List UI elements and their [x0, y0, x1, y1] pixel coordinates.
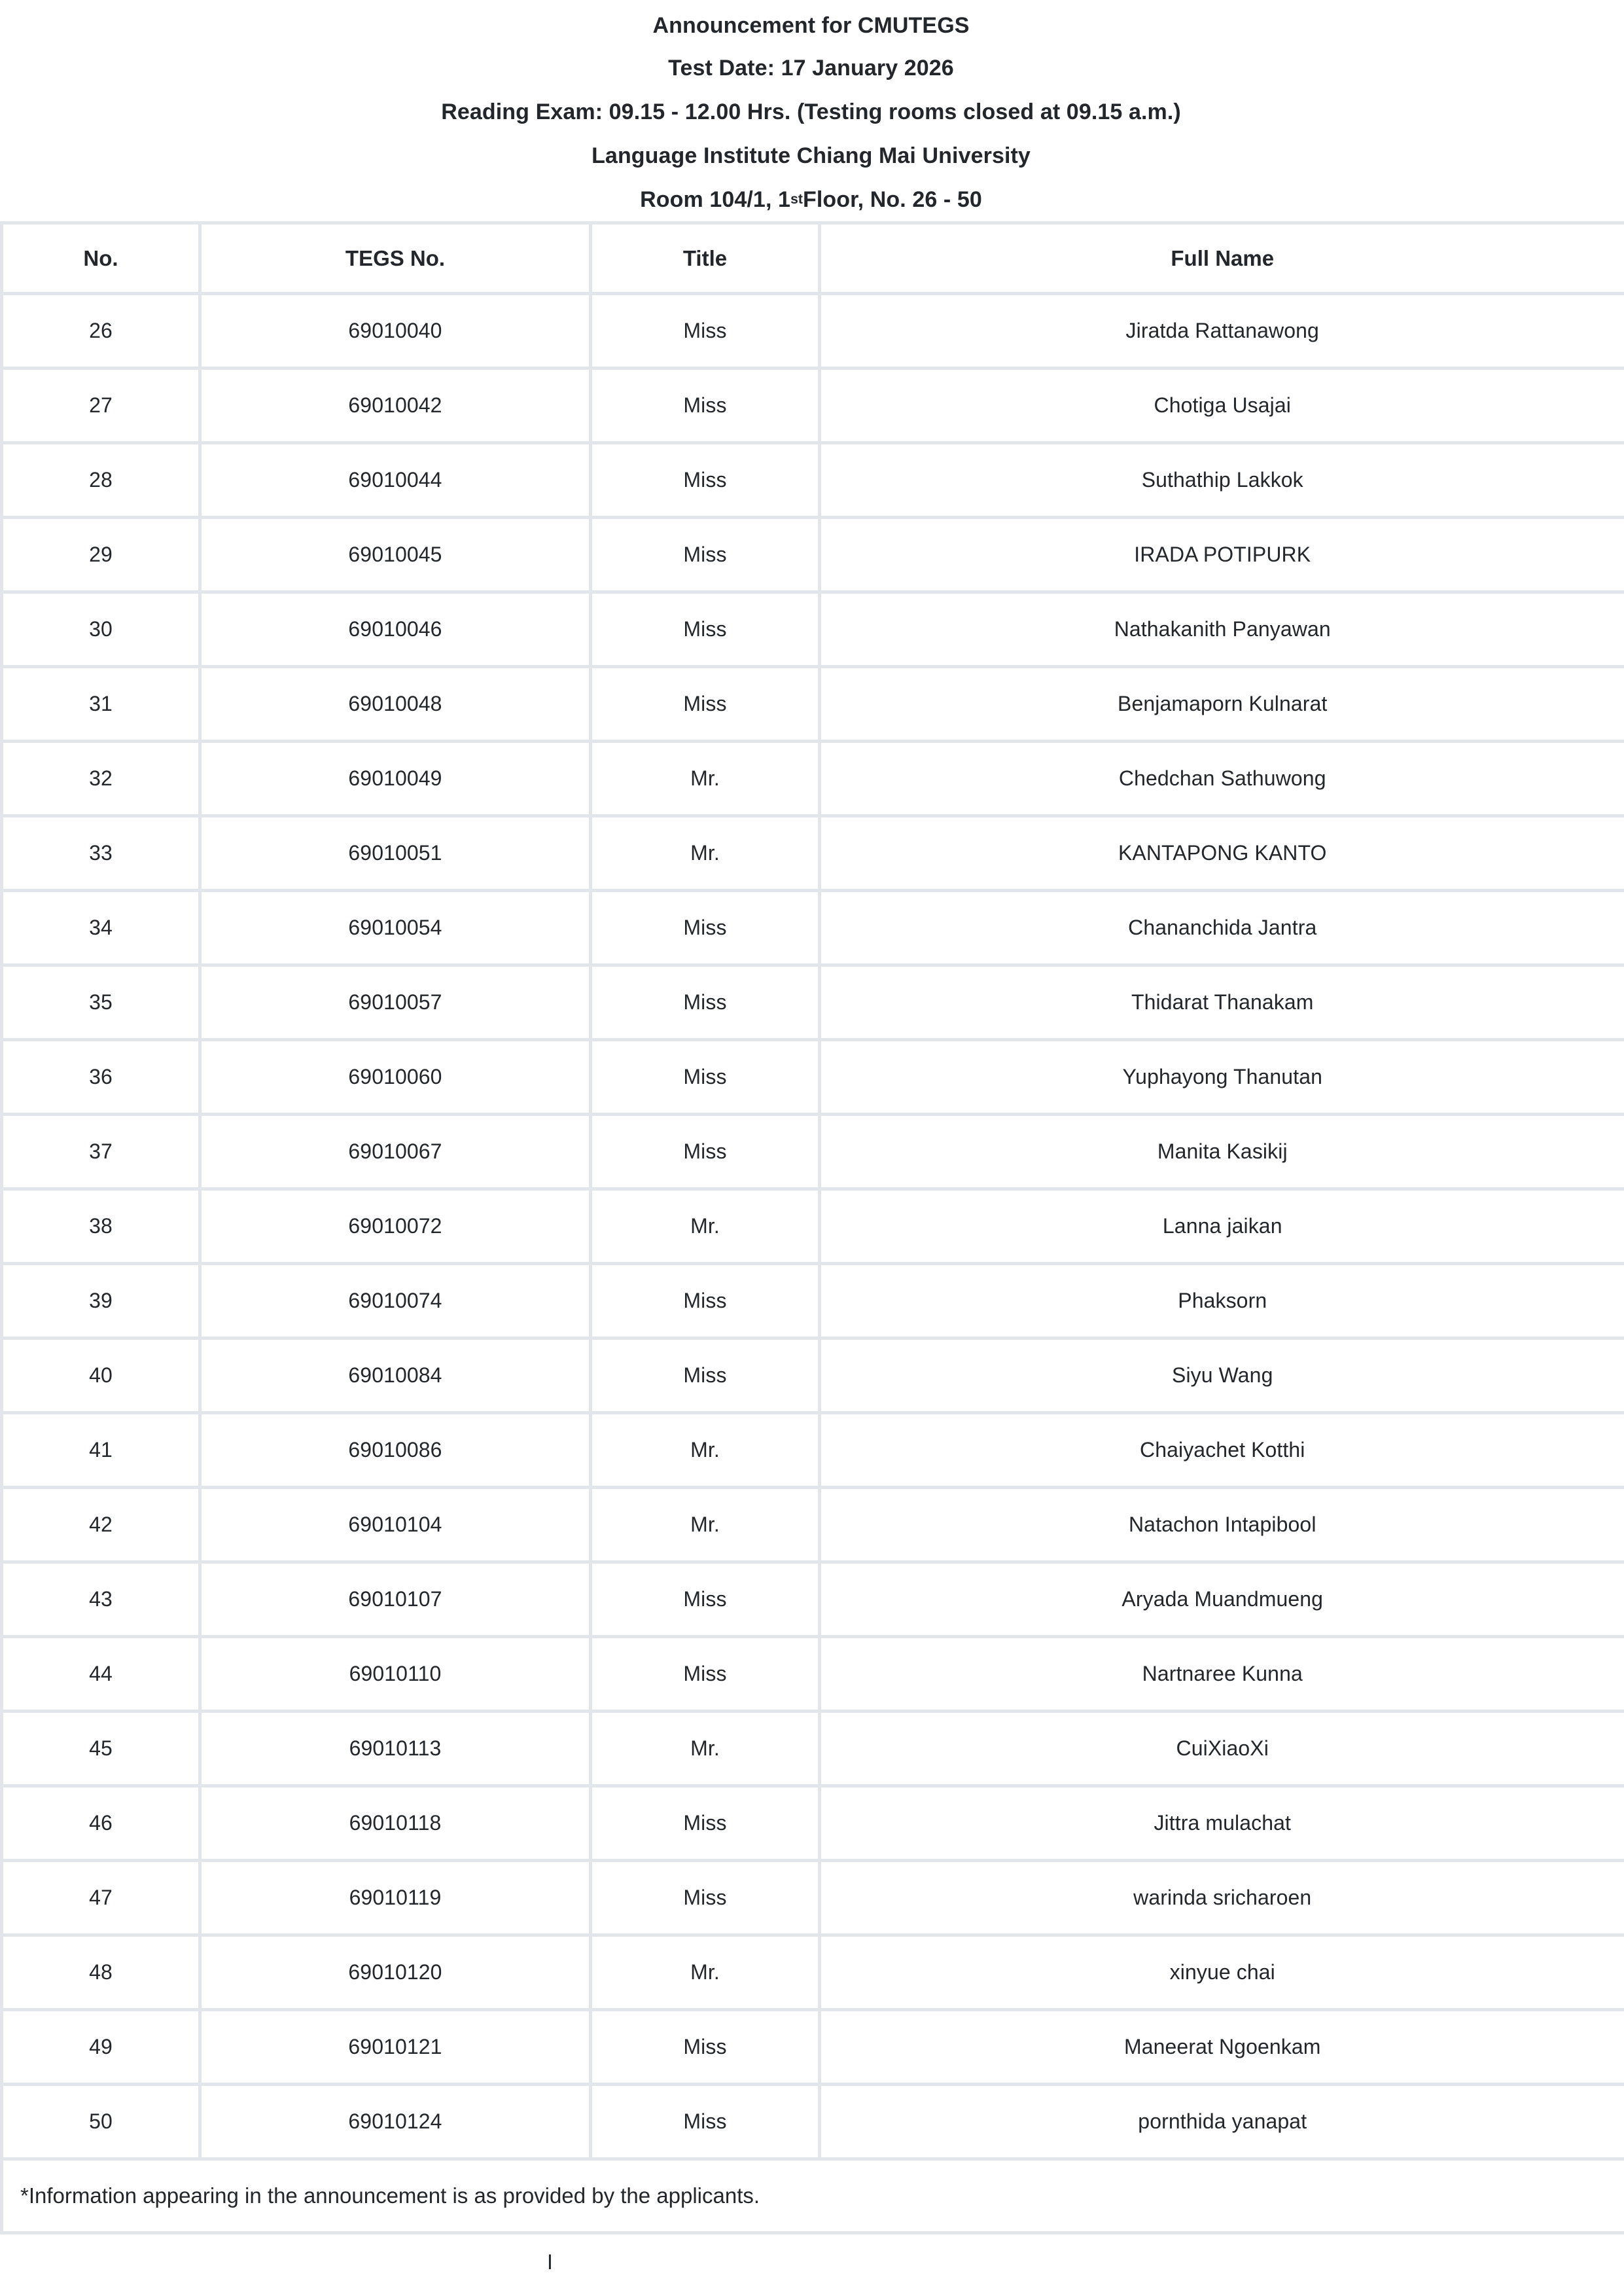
applicant-tegs-no: 69010072: [200, 1189, 591, 1264]
footnote-row: [2, 2159, 1624, 2233]
applicant-tegs-no: 69010046: [200, 592, 591, 667]
applicant-full-name: xinyue chai: [820, 1935, 1624, 2010]
applicant-full-name: Thidarat Thanakam: [820, 965, 1624, 1040]
applicant-no: 36: [2, 1040, 200, 1115]
applicant-title: Miss: [591, 1562, 820, 1637]
table-row: [2, 816, 1624, 891]
applicant-title: Mr.: [591, 1935, 820, 2010]
table-row: [2, 891, 1624, 965]
table-row: [2, 592, 1624, 667]
applicant-full-name: Phaksorn: [820, 1264, 1624, 1338]
table-row: [2, 2085, 1624, 2159]
table-row: [2, 1338, 1624, 1413]
applicant-tegs-no: 69010121: [200, 2010, 591, 2085]
applicant-tegs-no: 69010049: [200, 742, 591, 816]
applicant-full-name: Suthathip Lakkok: [820, 443, 1624, 518]
applicant-tegs-no: 69010060: [200, 1040, 591, 1115]
applicant-title: Miss: [591, 368, 820, 443]
table-row: [2, 742, 1624, 816]
applicant-title: Miss: [591, 2085, 820, 2159]
applicant-title: Miss: [591, 294, 820, 368]
applicant-no: 46: [2, 1786, 200, 1861]
table-row: [2, 1786, 1624, 1861]
applicant-no: 48: [2, 1935, 200, 2010]
applicant-full-name: Nartnaree Kunna: [820, 1637, 1624, 1712]
table-row: [2, 965, 1624, 1040]
applicant-tegs-no: 69010084: [200, 1338, 591, 1413]
room-line-suffix: Floor, No. 26 - 50: [803, 187, 982, 212]
column-header-no: No.: [2, 223, 200, 294]
applicant-no: 27: [2, 368, 200, 443]
column-header-tegs-no: TEGS No.: [200, 223, 591, 294]
table-row: [2, 1040, 1624, 1115]
table-row: [2, 2010, 1624, 2085]
applicant-tegs-no: 69010086: [200, 1413, 591, 1488]
applicant-tegs-no: 69010074: [200, 1264, 591, 1338]
applicant-tegs-no: 69010067: [200, 1115, 591, 1189]
applicant-full-name: warinda sricharoen: [820, 1861, 1624, 1935]
applicant-title: Mr.: [591, 1189, 820, 1264]
applicant-tegs-no: 69010104: [200, 1488, 591, 1562]
applicant-full-name: Chotiga Usajai: [820, 368, 1624, 443]
applicant-no: 31: [2, 667, 200, 742]
applicant-full-name: Siyu Wang: [820, 1338, 1624, 1413]
applicant-no: 49: [2, 2010, 200, 2085]
table-body: [2, 294, 1624, 2159]
applicant-tegs-no: 69010057: [200, 965, 591, 1040]
table-row: [2, 1935, 1624, 2010]
applicant-no: 30: [2, 592, 200, 667]
applicant-full-name: IRADA POTIPURK: [820, 518, 1624, 592]
applicant-no: 32: [2, 742, 200, 816]
applicant-no: 29: [2, 518, 200, 592]
applicant-full-name: Nathakanith Panyawan: [820, 592, 1624, 667]
table-row: [2, 667, 1624, 742]
applicant-full-name: Yuphayong Thanutan: [820, 1040, 1624, 1115]
announcement-title: Announcement for CMUTEGS: [652, 13, 970, 38]
applicant-tegs-no: 69010040: [200, 294, 591, 368]
applicant-title: Mr.: [591, 742, 820, 816]
applicant-tegs-no: 69010120: [200, 1935, 591, 2010]
applicant-no: 26: [2, 294, 200, 368]
applicant-title: Miss: [591, 1264, 820, 1338]
applicant-full-name: Chananchida Jantra: [820, 891, 1624, 965]
table-row: [2, 1115, 1624, 1189]
page-tail: [0, 2234, 1622, 2274]
applicant-full-name: Benjamaporn Kulnarat: [820, 667, 1624, 742]
applicant-title: Miss: [591, 667, 820, 742]
table-row: [2, 1637, 1624, 1712]
applicant-tegs-no: 69010054: [200, 891, 591, 965]
table-row: [2, 1861, 1624, 1935]
applicant-title: Mr.: [591, 1488, 820, 1562]
applicant-no: 28: [2, 443, 200, 518]
applicant-tegs-no: 69010044: [200, 443, 591, 518]
applicant-title: Mr.: [591, 816, 820, 891]
table-row: [2, 1562, 1624, 1637]
applicant-no: 41: [2, 1413, 200, 1488]
applicant-roster-table: [0, 221, 1624, 2234]
announcement-exam-time: Reading Exam: 09.15 - 12.00 Hrs. (Testing rooms closed at 09.15 a.m.): [441, 99, 1181, 124]
announcement-institute: Language Institute Chiang Mai University: [591, 143, 1031, 168]
applicant-title: Miss: [591, 965, 820, 1040]
applicant-no: 38: [2, 1189, 200, 1264]
applicant-title: Miss: [591, 1115, 820, 1189]
applicant-title: Miss: [591, 518, 820, 592]
applicant-no: 50: [2, 2085, 200, 2159]
applicant-full-name: Chaiyachet Kotthi: [820, 1413, 1624, 1488]
applicant-no: 45: [2, 1712, 200, 1786]
table-row: [2, 1413, 1624, 1488]
applicant-full-name: CuiXiaoXi: [820, 1712, 1624, 1786]
applicant-full-name: pornthida yanapat: [820, 2085, 1624, 2159]
applicant-no: 39: [2, 1264, 200, 1338]
applicant-no: 44: [2, 1637, 200, 1712]
applicant-no: 42: [2, 1488, 200, 1562]
applicant-tegs-no: 69010110: [200, 1637, 591, 1712]
table-row: [2, 294, 1624, 368]
applicant-no: 47: [2, 1861, 200, 1935]
applicant-title: Miss: [591, 443, 820, 518]
applicant-tegs-no: 69010042: [200, 368, 591, 443]
applicant-tegs-no: 69010051: [200, 816, 591, 891]
table-row: [2, 368, 1624, 443]
column-header-full-name: Full Name: [820, 223, 1624, 294]
column-header-title: Title: [591, 223, 820, 294]
table-row: [2, 518, 1624, 592]
applicant-tegs-no: 69010124: [200, 2085, 591, 2159]
applicant-no: 37: [2, 1115, 200, 1189]
applicant-title: Miss: [591, 1637, 820, 1712]
clipped-glyph: I: [547, 2250, 553, 2274]
applicant-tegs-no: 69010048: [200, 667, 591, 742]
announcement-test-date: Test Date: 17 January 2026: [668, 55, 954, 81]
applicant-full-name: Jittra mulachat: [820, 1786, 1624, 1861]
table-row: [2, 1189, 1624, 1264]
table-header-row: [2, 223, 1624, 294]
applicant-full-name: KANTAPONG KANTO: [820, 816, 1624, 891]
applicant-title: Miss: [591, 1338, 820, 1413]
applicant-title: Miss: [591, 891, 820, 965]
applicant-title: Miss: [591, 1786, 820, 1861]
applicant-no: 35: [2, 965, 200, 1040]
applicant-full-name: Chedchan Sathuwong: [820, 742, 1624, 816]
applicant-no: 33: [2, 816, 200, 891]
footnote-text: *Information appearing in the announcement is as provided by the applicants.: [2, 2159, 1624, 2233]
applicant-full-name: Aryada Muandmueng: [820, 1562, 1624, 1637]
table-row: [2, 443, 1624, 518]
applicant-title: Miss: [591, 2010, 820, 2085]
applicant-tegs-no: 69010045: [200, 518, 591, 592]
applicant-full-name: Lanna jaikan: [820, 1189, 1624, 1264]
applicant-full-name: Manita Kasikij: [820, 1115, 1624, 1189]
applicant-title: Miss: [591, 1040, 820, 1115]
announcement-header: [0, 0, 1622, 221]
applicant-tegs-no: 69010119: [200, 1861, 591, 1935]
applicant-tegs-no: 69010107: [200, 1562, 591, 1637]
announcement-room-line: Room 104/1, 1 st Floor, No. 26 - 50: [640, 187, 982, 212]
applicant-full-name: Jiratda Rattanawong: [820, 294, 1624, 368]
applicant-title: Miss: [591, 1861, 820, 1935]
applicant-full-name: Maneerat Ngoenkam: [820, 2010, 1624, 2085]
applicant-no: 34: [2, 891, 200, 965]
table-row: [2, 1264, 1624, 1338]
table-row: [2, 1488, 1624, 1562]
table-footer: [2, 2159, 1624, 2233]
table-header: [2, 223, 1624, 294]
applicant-tegs-no: 69010113: [200, 1712, 591, 1786]
applicant-title: Mr.: [591, 1413, 820, 1488]
room-line-prefix: Room 104/1, 1: [640, 187, 791, 212]
applicant-full-name: Natachon Intapibool: [820, 1488, 1624, 1562]
applicant-title: Mr.: [591, 1712, 820, 1786]
table-row: [2, 1712, 1624, 1786]
applicant-tegs-no: 69010118: [200, 1786, 591, 1861]
applicant-no: 43: [2, 1562, 200, 1637]
applicant-title: Miss: [591, 592, 820, 667]
applicant-no: 40: [2, 1338, 200, 1413]
